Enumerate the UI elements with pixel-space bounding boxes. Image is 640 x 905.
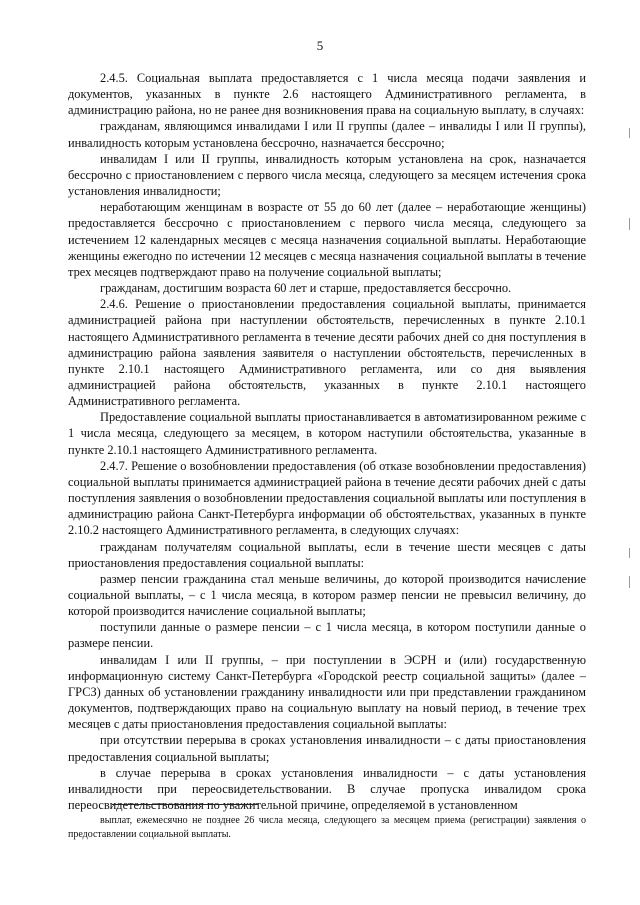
scan-edge-mark (629, 576, 630, 588)
paragraph: 2.4.5. Социальная выплата предоставляется с 1 числа месяца подачи заявления и документов, указанных в пункте 2.6 настоящего Административного регламента, в администрацию района, но не ранее дня возникновения права на социальную выплату, в случаях: (68, 71, 586, 118)
paragraph: Предоставление социальной выплаты приостанавливается в автоматизированном режиме с 1 числа месяца, следующего за месяцем, в котором наступили обстоятельства, указанные в пункте 2.10.1 настоящего Административного регламента. (68, 410, 586, 457)
paragraph: инвалидам I или II группы, инвалидность которым установлена на срок, назначается бессрочно с приостановлением с первого числа месяца, следующего за месяцем истечения срока установления инвалидности; (68, 151, 586, 199)
body-text (68, 70, 586, 813)
paragraph: гражданам, достигшим возраста 60 лет и старше, предоставляется бессрочно. (100, 281, 512, 296)
scan-edge-mark (629, 218, 630, 230)
footnote: выплат, ежемесячно не позднее 26 числа месяца, следующего за месяцем приема (регистрации) заявления о предоставлении социальной выплаты. (68, 815, 586, 840)
paragraph: при отсутствии перерыва в сроках установления инвалидности – с даты приостановления предоставления социальной выплаты; (68, 733, 586, 764)
paragraph: 2.4.6. Решение о приостановлении предоставления социальной выплаты, принимается администрацией района при наступлении обстоятельств, перечисленных в пункте 2.10.1 настоящего Административного регламента в течение десяти рабочих дней со дня поступления в администрацию района заявления заявителя о наступлении обстоятельств, перечисленных в пункте 2.10.1 настоящего Административного регламента, или со дня выявления администрацией района обстоятельств, указанных в пункте 2.10.1 настоящего Административного регламента. (68, 297, 586, 409)
paragraph: гражданам, являющимся инвалидами I или II группы (далее – инвалиды I или II группы), инвалидность которым установлена бессрочно, назначается бессрочно; (68, 119, 586, 150)
paragraph: 2.4.7. Решение о возобновлении предоставления (об отказе возобновлении предоставления) социальной выплаты принимается администрацией района в течение десяти рабочих дней с даты поступления заявления о возобновлении предоставления социальной выплаты или поступления в администрацию района Санкт-Петербурга информации об обстоятельствах, указанных в пункте 2.10.2 настоящего Административного регламента, в следующих случаях: (68, 458, 586, 538)
scan-edge-mark (629, 128, 630, 138)
paragraph: инвалидам I или II группы, – при поступлении в ЭСРН и (или) государственную информационную систему Санкт-Петербурга «Городской реестр социальной защиты» (далее – ГРСЗ) данных об установлении гражданину инвалидности или при представлении гражданином документов, подтверждающих право на социальную выплату на новый период, в течение трех месяцев с даты приостановления предоставления социальной выплаты: (68, 652, 586, 732)
page-number: 5 (316, 38, 324, 53)
footnote-divider (112, 804, 258, 805)
paragraph: гражданам получателям социальной выплаты, если в течение шести месяцев с даты приостановления предоставления социальной выплаты: (68, 539, 586, 570)
paragraph: поступили данные о размере пенсии – с 1 числа месяца, в котором поступили данные о размере пенсии. (68, 620, 586, 651)
paragraph: размер пенсии гражданина стал меньше величины, до которой производится начисление социальной выплаты, – с 1 числа месяца, в котором размер пенсии не превысил величину, до которой производится начисление социальной выплаты; (68, 571, 586, 619)
paragraph: неработающим женщинам в возрасте от 55 до 60 лет (далее – неработающие женщины) предоставляется бессрочно с приостановлением с первого числа месяца, следующего за истечением 12 календарных месяцев с месяца назначения социальной выплаты. Неработающие женщины ежегодно по истечении 12 месяцев с месяца назначения социальной выплаты в течение трех месяцев подтверждают право на получение социальной выплаты; (68, 200, 586, 279)
paragraph: в случае перерыва в сроках установления инвалидности – с даты установления инвалидности при переосвидетельствовании. В случае пропуска инвалидом срока переосвидетельствования по уважительной причине, определяемой в установленном (68, 765, 586, 813)
scan-edge-mark (629, 548, 630, 558)
